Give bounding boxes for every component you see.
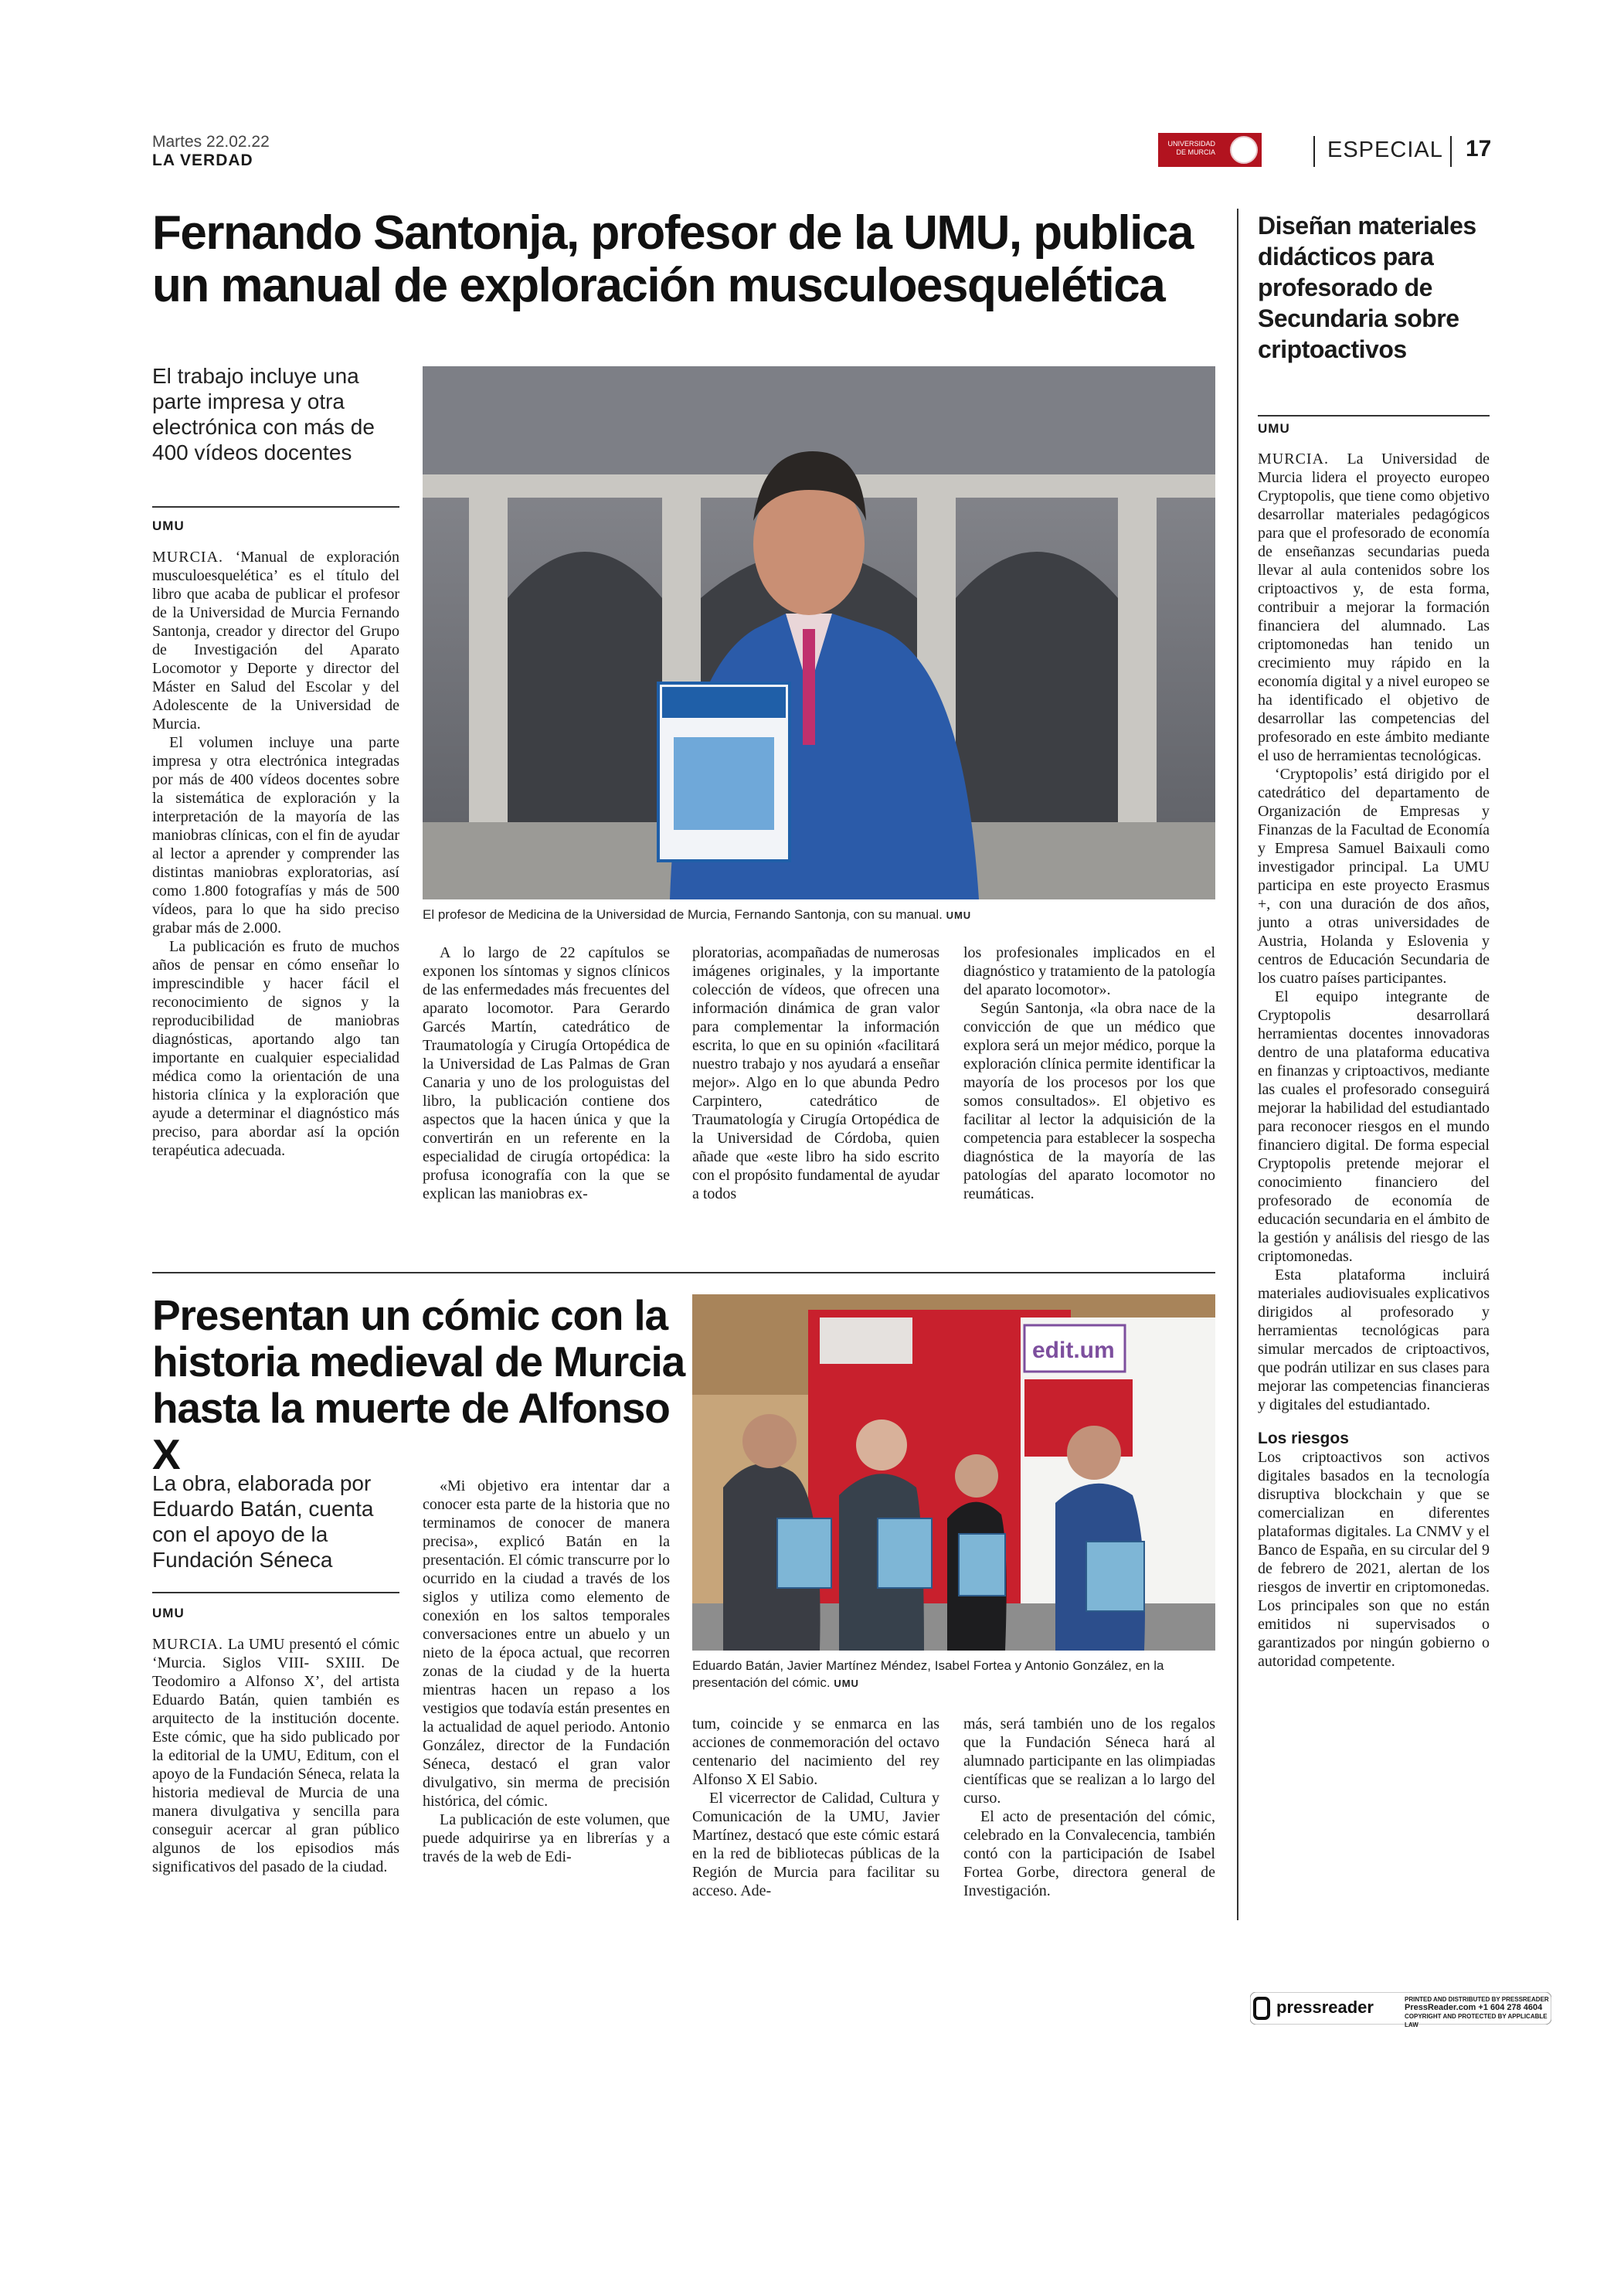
divider: [152, 506, 399, 508]
paragraph: El volumen incluye una parte impresa y otra electrónica integradas por más de 400 vídeos docentes sobre la sistemática de exploración y la interpretación de la mayoría de las maniobras clínicas, con el fin de ayudar al lector a aprender y comprender las distintas maniobras exploratorias, así como 1.800 fotografías y más de 500 vídeos, para lo que ha sido preciso grabar más de 2.000.: [152, 734, 399, 937]
university-seal-icon: [1230, 136, 1258, 164]
pressreader-badge: [1250, 1992, 1551, 2028]
header-divider: [1313, 136, 1315, 167]
paragraph: La publicación es fruto de muchos años de pensar en cómo enseñar lo imprescindible y hacer fácil el reconocimiento de signos y la reproducibilidad de maniobras diagnósticas, aportando algo tan importante en cualquier especialidad médica como la orientación de una historia clínica y la exploración que ayude a determinar el diagnóstico más preciso, para abordar así la opción terapéutica adecuada.: [152, 938, 399, 1159]
caption-text: El profesor de Medicina de la Universidad de Murcia, Fernando Santonja, con su manual.: [423, 907, 943, 922]
paragraph: tum, coincide y se enmarca en las acciones de conmemoración del octavo centenario del nacimiento del rey Alfonso X El Sabio.: [692, 1715, 939, 1788]
article1-byline: UMU: [152, 518, 185, 533]
paragraph: Los criptoactivos son activos digitales basados en la tecnología disruptiva blockchain y que se comercializan en diferentes plataformas digitales. La CNMV y el Banco de España, en su circular del 9 de febrero de 2021, alertan de los riesgos de invertir en criptomonedas. Los principales son que no están emitidos ni supervisados o garantizados por ningún gobierno o autoridad competente.: [1258, 1449, 1490, 1670]
article1-col2: [423, 944, 670, 1203]
newspaper-name: LA VERDAD: [152, 151, 253, 169]
caption-credit: UMU: [834, 1678, 859, 1689]
logo-text: UNIVERSIDAD DE MURCIA: [1167, 140, 1215, 156]
header-divider: [1450, 136, 1452, 167]
paragraph: La publicación de este volumen, que puede adquirirse ya en librerías y a través de la web de Edi-: [423, 1811, 670, 1865]
article2-col4: [963, 1715, 1215, 1900]
notice-line: COPYRIGHT AND PROTECTED BY APPLICABLE LAW: [1405, 2013, 1548, 2028]
article2-caption: [692, 1658, 1215, 1692]
santonja-photo: [423, 366, 1215, 899]
paragraph: El equipo integrante de Cryptopolis desarrollará herramientas docentes innovadoras dentro de una plataforma educativa en finanzas y criptoactivos, mediante las cuales el profesorado conseguirá mejorar la habilidad del estudiantado para reconocer riesgos en el mundo financiero digital. De forma especial Cryptopolis pretende mejorar el conocimiento financiero del profesorado de economía de educación secundaria en el ámbito de la gestión y análisis del riesgo de las criptomonedas.: [1258, 988, 1490, 1265]
paragraph: «Mi objetivo era intentar dar a conocer esta parte de la historia que no terminamos de conocer de manera precisa», explicó Batán en la presentación. El cómic transcurre por lo ocurrido en la ciudad a través de los siglos y utiliza como elemento de conexión en los saltos temporales conversaciones entre un abuelo y un nieto de la época actual, que recorren zonas de la ciudad y de la huerta mientras hacen un repaso a los vestigios que todavía están presentes en la actualidad de aquel periodo. Antonio González, director de la Fundación Séneca, destacó el gran valor divulgativo, sin merma de precisión histórica, del cómic.: [423, 1477, 670, 1810]
article1-headline: Fernando Santonja, profesor de la UMU, publica un manual de exploración musculoesquelética: [152, 206, 1193, 312]
caption-credit: UMU: [946, 910, 972, 921]
pressreader-notice: [1405, 1995, 1551, 2029]
paragraph-text: ‘Manual de exploración musculoesquelética’ es el título del libro que acaba de publicar el profesor de la Universidad de Murcia Fernando Santonja, creador y director del Grupo de Investigación del Aparato Locomotor y Deporte y director del Máster en Salud del Escolar y del Adolescente de la Universidad de Murcia.: [152, 549, 399, 733]
section-divider: [152, 1272, 1215, 1273]
paragraph: Esta plataforma incluirá materiales audiovisuales explicativos dirigidos al profesorado y herramientas tecnológicas para simular mercados de criptoactivos, que podrán utilizar en sus clases para mejorar las competencias financieras y digitales del estudiantado.: [1258, 1266, 1490, 1413]
comic-presentation-photo: [692, 1294, 1215, 1651]
paragraph-text: La Universidad de Murcia lidera el proyecto europeo Cryptopolis, que tiene como objetivo desarrollar materiales pedagógicos para que el profesorado de economía de enseñanzas secundarias pueda llevar al aula contenidos sobre los criptoactivos y, de esta forma, contribuir a mejorar la formación financiera del alumnado. Las criptomonedas han tenido un crecimiento muy rápido en la economía digital y a nivel europeo se ha identificado el objetivo de desarrollar las competencias del profesorado en este ámbito mediante el uso de herramientas tecnológicas.: [1258, 450, 1490, 764]
paragraph: [1258, 450, 1490, 765]
paragraph: ‘Cryptopolis’ está dirigido por el catedrático del departamento de Organización de Empresas y Finanzas de la Facultad de Economía y Empresa Samuel Baixauli como investigador principal. La UMU participa en este proyecto Erasmus +, con una duración de dos años, junto a otras universidades de Austria, Holanda y Eslovenia y centros de Educación Secundaria de los cuatro países participantes.: [1258, 766, 1490, 987]
article2-byline: UMU: [152, 1606, 185, 1620]
article3-subhead: Los riesgos: [1258, 1430, 1349, 1447]
paragraph: A lo largo de 22 capítulos se exponen los síntomas y signos clínicos de las enfermedades más frecuentes del aparato locomotor. Para Gerardo Garcés Martín, catedrático de Traumatología y Cirugía Ortopédica de la Universidad de Las Palmas de Gran Canaria y uno de los prologuistas del libro, la publicación contiene dos aspectos que la hacen única y que la convertirán en un referente en la especialidad de cirugía ortopédica: la profusa iconografía con la que se explican las maniobras ex-: [423, 944, 670, 1202]
divider: [1258, 415, 1490, 416]
column-divider: [1237, 209, 1238, 1920]
article1-col1: [152, 548, 399, 1160]
caption-text: Eduardo Batán, Javier Martínez Méndez, Isabel Fortea y Antonio González, en la presentación del cómic.: [692, 1658, 1164, 1690]
paragraph: más, será también uno de los regalos que la Fundación Séneca hará al alumnado participante en las olimpiadas científicas que se realizan a lo largo del curso.: [963, 1715, 1215, 1807]
paragraph-text: La UMU presentó el cómic ‘Murcia. Siglos VIII- SXIII. De Teodomiro a Alfonso X’, del artista Eduardo Batán, quien también es arquitecto de la institución docente. Este cómic, que ha sido publicado por la editorial de la UMU, Editum, con el apoyo de la Fundación Séneca, relata la historia medieval de Murcia de una manera divulgativa y sencilla para conseguir acercar al gran público algunos de los episodios más significativos del pasado de la ciudad.: [152, 1636, 400, 1875]
paragraph: [152, 1635, 399, 1876]
paragraph: [152, 548, 399, 733]
dateline: MURCIA.: [152, 1636, 224, 1653]
dateline: MURCIA.: [1258, 450, 1330, 468]
article2-headline: Presentan un cómic con la historia medieval de Murcia hasta la muerte de Alfonso X: [152, 1291, 685, 1478]
article1-col4: [963, 944, 1215, 1203]
dateline: MURCIA.: [152, 549, 224, 566]
article3-body: [1258, 450, 1490, 1671]
article2-col3: [692, 1715, 939, 1900]
paragraph: El acto de presentación del cómic, celebrado en la Convalecencia, también contó con la participación de Isabel Fortea Gorbe, directora general de Investigación.: [963, 1808, 1215, 1899]
notice-line: PRINTED AND DISTRIBUTED BY PRESSREADER: [1405, 1996, 1549, 2003]
article3-byline: UMU: [1258, 421, 1290, 436]
issue-date: Martes 22.02.22: [152, 133, 270, 151]
article2-col2: [423, 1477, 670, 1866]
divider: [152, 1592, 399, 1593]
paragraph: los profesionales implicados en el diagnóstico y tratamiento de la patología del aparato locomotor».: [963, 944, 1216, 998]
article2-col1: [152, 1635, 399, 1876]
pressreader-brand: pressreader: [1276, 1998, 1374, 2017]
paragraph: El vicerrector de Calidad, Cultura y Comunicación de la UMU, Javier Martínez, destacó que este cómic estará en la red de bibliotecas públicas de la Región de Murcia para facilitar su acceso. Ade-: [692, 1790, 939, 1899]
editum-banner-text: edit.um: [1032, 1338, 1115, 1363]
paragraph: ploratorias, acompañadas de numerosas imágenes originales, y la importante colección de vídeos, que ofrecen una información dinámica de gran valor para complementar la información escrita, lo que en su opinión «facilitará nuestro trabajo y nos ayudará a enseñar mejor». Algo en lo que abunda Pedro Carpintero, catedrático de Traumatología y Cirugía Ortopédica de la Universidad de Córdoba, quien añade que «este libro ha sido escrito con el propósito fundamental de ayudar a todos: [692, 944, 939, 1202]
article1-col3: [692, 944, 939, 1203]
comic-presentation-image: [692, 1294, 1215, 1651]
article3-headline: Diseñan materiales didácticos para profesorado de Secundaria sobre criptoactivos: [1258, 212, 1476, 363]
article2-dek: La obra, elaborada por Eduardo Batán, cuenta con el apoyo de la Fundación Séneca: [152, 1471, 374, 1572]
article1-dek: El trabajo incluye una parte impresa y otra electrónica con más de 400 vídeos docentes: [152, 364, 375, 464]
santonja-photo-image: [423, 366, 1215, 899]
section-label: ESPECIAL: [1327, 138, 1443, 162]
paragraph: Según Santonja, «la obra nace de la convicción de que un médico que explora será un mejor médico, porque la exploración clínica permite identificar la mayoría de los procesos por los que somos consultados». El objetivo es facilitar al lector la adquisición de la competencia para establecer la sospecha diagnóstica de la mayoría de las patologías del aparato locomotor no reumáticas.: [963, 1000, 1215, 1202]
notice-line: PressReader.com +1 604 278 4604: [1405, 2003, 1543, 2012]
page-number: 17: [1466, 136, 1492, 162]
article1-caption: [423, 906, 1215, 924]
